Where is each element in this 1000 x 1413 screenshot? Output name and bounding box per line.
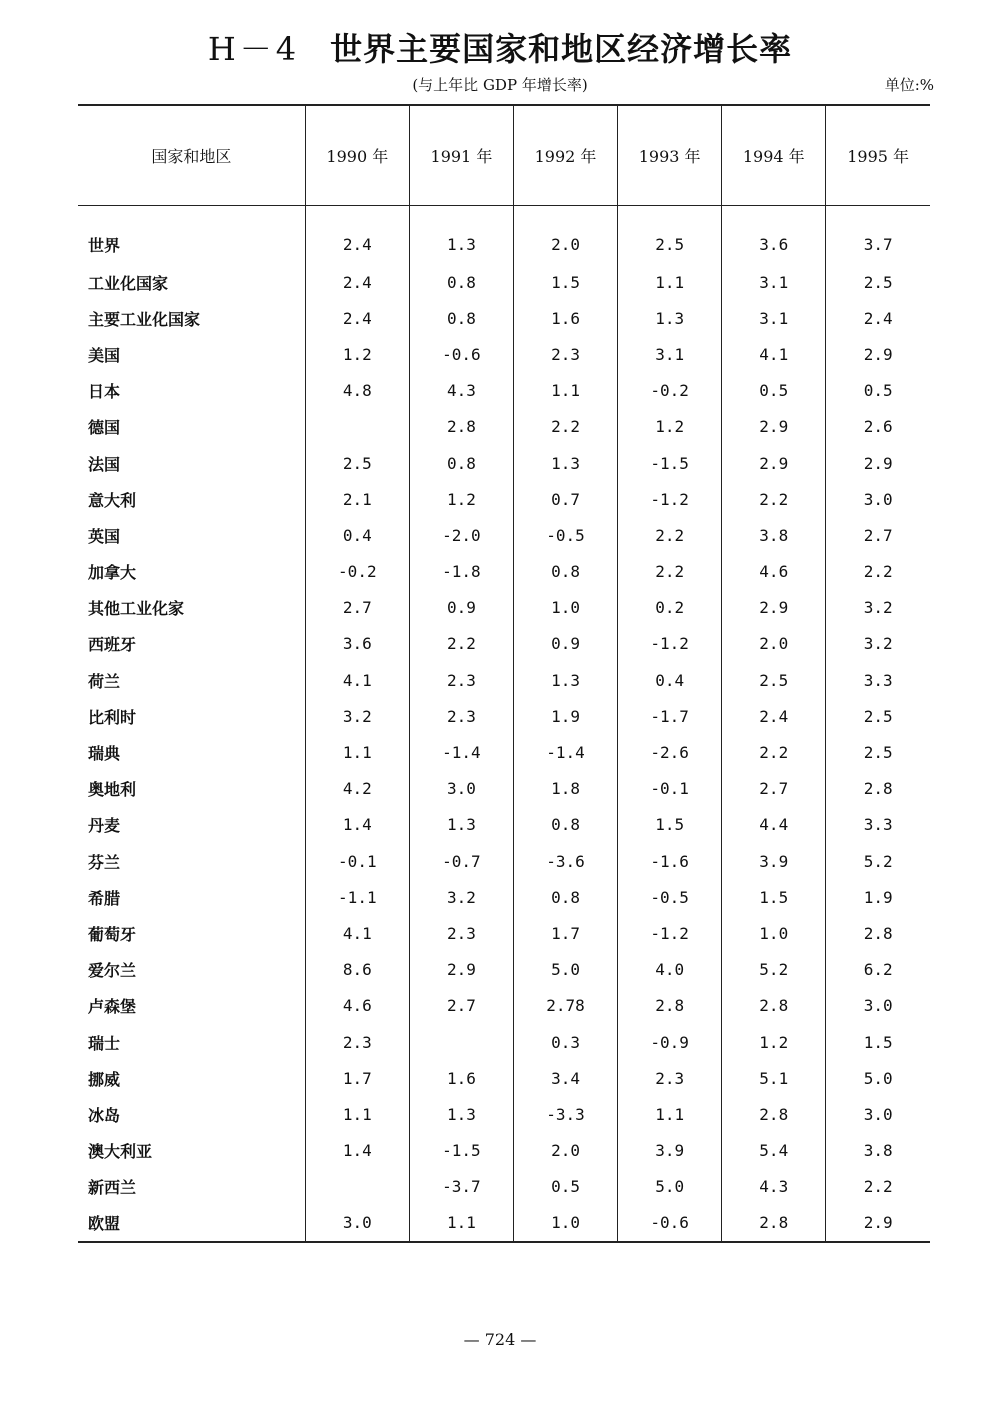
growth-value-cell: -3.7 (409, 1169, 513, 1205)
growth-value-cell: 1.1 (305, 1096, 409, 1132)
table-subtitle: (与上年比 GDP 年增长率) (412, 76, 588, 94)
table-code: H－4 (207, 30, 301, 68)
growth-value-cell: 3.7 (826, 206, 930, 265)
growth-value-cell: 1.6 (513, 300, 617, 336)
region-name-cell: 丹麦 (88, 816, 121, 836)
growth-value-cell: 2.8 (409, 409, 513, 445)
growth-value-cell: 2.78 (513, 988, 617, 1024)
growth-value-cell: 0.5 (722, 373, 826, 409)
growth-value-cell: 0.4 (618, 662, 722, 698)
region-name-cell: 葡萄牙 (88, 924, 137, 944)
growth-value-cell: 4.2 (305, 771, 409, 807)
growth-value-cell: 2.0 (513, 206, 617, 265)
page-title (0, 24, 1000, 70)
growth-value-cell: 1.4 (305, 807, 409, 843)
growth-table-container (78, 104, 930, 1243)
growth-value-cell: 5.2 (722, 952, 826, 988)
table-row (78, 843, 930, 879)
growth-value-cell: 2.6 (826, 409, 930, 445)
table-row (78, 264, 930, 300)
region-name-cell: 奥地利 (88, 780, 137, 800)
table-row (78, 1169, 930, 1205)
table-row (78, 662, 930, 698)
growth-value-cell: 1.4 (305, 1133, 409, 1169)
growth-value-cell: 2.7 (409, 988, 513, 1024)
growth-value-cell: -0.9 (618, 1024, 722, 1060)
region-name-cell: 日本 (88, 382, 121, 402)
growth-value-cell: 4.1 (305, 915, 409, 951)
growth-value-cell: 1.2 (409, 481, 513, 517)
growth-value-cell: 5.2 (826, 843, 930, 879)
region-name-cell: 荷兰 (88, 671, 121, 691)
growth-value-cell: 3.4 (513, 1060, 617, 1096)
growth-value-cell: 2.8 (722, 988, 826, 1024)
growth-value-cell: 0.8 (409, 264, 513, 300)
growth-value-cell: 1.0 (722, 915, 826, 951)
growth-value-cell: 2.3 (305, 1024, 409, 1060)
table-row (78, 481, 930, 517)
growth-value-cell: 1.3 (513, 662, 617, 698)
growth-value-cell: 1.3 (409, 206, 513, 265)
growth-value-cell: 0.8 (409, 445, 513, 481)
growth-value-cell: 2.7 (722, 771, 826, 807)
region-name-cell: 芬兰 (88, 852, 121, 872)
growth-value-cell: -0.5 (513, 517, 617, 553)
growth-value-cell (409, 1024, 513, 1060)
growth-value-cell: 3.0 (826, 1096, 930, 1132)
growth-value-cell: 1.8 (513, 771, 617, 807)
growth-value-cell: 4.6 (722, 554, 826, 590)
region-name-cell: 希腊 (88, 888, 121, 908)
region-name-cell: 加拿大 (88, 563, 137, 583)
growth-value-cell: 3.6 (305, 626, 409, 662)
growth-value-cell: 1.5 (826, 1024, 930, 1060)
growth-value-cell: 2.5 (826, 698, 930, 734)
growth-value-cell: 2.8 (826, 915, 930, 951)
growth-value-cell: 2.5 (826, 734, 930, 770)
column-header-year: 1991 年 (409, 105, 513, 206)
table-row (78, 517, 930, 553)
growth-value-cell: 2.7 (305, 590, 409, 626)
growth-value-cell: 3.9 (618, 1133, 722, 1169)
growth-value-cell: 1.0 (513, 1205, 617, 1242)
growth-value-cell: 0.8 (513, 554, 617, 590)
growth-value-cell: 2.5 (618, 206, 722, 265)
growth-value-cell: 2.2 (513, 409, 617, 445)
growth-value-cell: 2.4 (305, 300, 409, 336)
growth-value-cell: 0.7 (513, 481, 617, 517)
growth-value-cell: 0.8 (513, 879, 617, 915)
growth-value-cell: 3.2 (826, 626, 930, 662)
table-row (78, 445, 930, 481)
growth-value-cell: 1.9 (826, 879, 930, 915)
growth-value-cell: 5.4 (722, 1133, 826, 1169)
growth-value-cell: 2.2 (826, 1169, 930, 1205)
growth-value-cell: 1.2 (722, 1024, 826, 1060)
growth-value-cell: 3.3 (826, 662, 930, 698)
growth-value-cell: 0.5 (826, 373, 930, 409)
table-row (78, 590, 930, 626)
growth-value-cell: 3.2 (826, 590, 930, 626)
growth-value-cell: 8.6 (305, 952, 409, 988)
growth-value-cell: 1.0 (513, 590, 617, 626)
growth-value-cell: 0.3 (513, 1024, 617, 1060)
growth-value-cell: 4.6 (305, 988, 409, 1024)
region-name-cell: 西班牙 (88, 635, 137, 655)
growth-value-cell: 1.1 (618, 1096, 722, 1132)
growth-value-cell: 4.1 (722, 336, 826, 372)
column-header-year: 1993 年 (618, 105, 722, 206)
growth-value-cell: -1.7 (618, 698, 722, 734)
table-row (78, 409, 930, 445)
growth-value-cell: 2.9 (722, 590, 826, 626)
table-row (78, 952, 930, 988)
table-row (78, 807, 930, 843)
growth-value-cell: 3.3 (826, 807, 930, 843)
region-name-cell: 冰岛 (88, 1105, 121, 1125)
growth-value-cell: 4.0 (618, 952, 722, 988)
growth-value-cell: 1.2 (305, 336, 409, 372)
region-name-cell: 英国 (88, 526, 121, 546)
growth-value-cell: -0.6 (409, 336, 513, 372)
table-title: 世界主要国家和地区经济增长率 (330, 30, 793, 68)
growth-value-cell: 2.4 (722, 698, 826, 734)
table-row (78, 626, 930, 662)
growth-value-cell: 0.8 (513, 807, 617, 843)
growth-value-cell: 0.5 (513, 1169, 617, 1205)
growth-value-cell: 2.1 (305, 481, 409, 517)
growth-value-cell: -0.6 (618, 1205, 722, 1242)
table-row (78, 1096, 930, 1132)
growth-value-cell: 1.6 (409, 1060, 513, 1096)
unit-label: 单位:% (884, 76, 934, 94)
growth-value-cell: 3.0 (826, 481, 930, 517)
region-name-cell: 其他工业化家 (88, 599, 185, 619)
growth-value-cell: 2.5 (305, 445, 409, 481)
growth-value-cell: 3.1 (618, 336, 722, 372)
growth-value-cell: 3.6 (722, 206, 826, 265)
growth-value-cell: 2.9 (722, 445, 826, 481)
region-name-cell: 德国 (88, 418, 121, 438)
region-name-cell: 意大利 (88, 490, 137, 510)
growth-value-cell: 2.8 (722, 1096, 826, 1132)
growth-value-cell: -1.1 (305, 879, 409, 915)
growth-value-cell: -1.5 (618, 445, 722, 481)
growth-value-cell: -2.0 (409, 517, 513, 553)
region-name-cell: 法国 (88, 454, 121, 474)
growth-value-cell: -1.6 (618, 843, 722, 879)
growth-value-cell: 2.9 (826, 1205, 930, 1242)
region-name-cell: 挪威 (88, 1069, 121, 1089)
growth-value-cell: -1.2 (618, 481, 722, 517)
column-header-year: 1995 年 (826, 105, 930, 206)
growth-value-cell: 2.0 (513, 1133, 617, 1169)
column-header-region: 国家和地区 (78, 105, 305, 206)
growth-value-cell: 1.1 (513, 373, 617, 409)
growth-value-cell: 2.3 (513, 336, 617, 372)
region-name-cell: 瑞典 (88, 744, 121, 764)
growth-value-cell: -0.2 (305, 554, 409, 590)
region-name-cell: 工业化国家 (88, 273, 169, 293)
growth-value-cell: 3.0 (826, 988, 930, 1024)
growth-value-cell (305, 409, 409, 445)
growth-value-cell: -3.6 (513, 843, 617, 879)
growth-value-cell: -0.5 (618, 879, 722, 915)
growth-value-cell: -2.6 (618, 734, 722, 770)
growth-value-cell: -0.7 (409, 843, 513, 879)
growth-value-cell: -0.1 (305, 843, 409, 879)
table-body (78, 206, 930, 1243)
growth-value-cell: 2.4 (305, 264, 409, 300)
growth-value-cell: 1.5 (618, 807, 722, 843)
page-number: — 724 — (463, 1330, 537, 1349)
growth-value-cell: 2.3 (618, 1060, 722, 1096)
table-row (78, 988, 930, 1024)
growth-value-cell: 5.0 (513, 952, 617, 988)
table-row (78, 1133, 930, 1169)
growth-value-cell: 2.8 (618, 988, 722, 1024)
growth-value-cell: -1.2 (618, 626, 722, 662)
growth-value-cell: 3.1 (722, 264, 826, 300)
growth-value-cell: 1.7 (305, 1060, 409, 1096)
growth-value-cell: 4.4 (722, 807, 826, 843)
column-header-year: 1992 年 (513, 105, 617, 206)
growth-value-cell: 1.1 (409, 1205, 513, 1242)
growth-value-cell: 4.3 (722, 1169, 826, 1205)
region-name-cell: 新西兰 (88, 1178, 137, 1198)
table-row (78, 698, 930, 734)
table-row (78, 1060, 930, 1096)
table-row (78, 373, 930, 409)
growth-value-cell: -1.5 (409, 1133, 513, 1169)
growth-value-cell: -1.4 (513, 734, 617, 770)
growth-value-cell: 2.9 (722, 409, 826, 445)
growth-value-cell: 2.2 (618, 517, 722, 553)
growth-value-cell: 2.9 (826, 445, 930, 481)
region-name-cell: 澳大利亚 (88, 1142, 153, 1162)
growth-value-cell: 1.3 (618, 300, 722, 336)
growth-value-cell: 3.1 (722, 300, 826, 336)
table-row (78, 1024, 930, 1060)
table-row (78, 771, 930, 807)
growth-value-cell: 0.8 (409, 300, 513, 336)
column-header-year: 1990 年 (305, 105, 409, 206)
growth-value-cell: 2.2 (409, 626, 513, 662)
growth-value-cell: 2.3 (409, 662, 513, 698)
region-name-cell: 爱尔兰 (88, 961, 137, 981)
growth-value-cell: 2.9 (409, 952, 513, 988)
region-name-cell: 世界 (88, 235, 121, 255)
growth-value-cell: 4.3 (409, 373, 513, 409)
growth-value-cell: 2.7 (826, 517, 930, 553)
table-row (78, 915, 930, 951)
growth-value-cell: 2.2 (722, 481, 826, 517)
growth-value-cell: 2.8 (722, 1205, 826, 1242)
growth-value-cell: 0.2 (618, 590, 722, 626)
growth-value-cell: 2.2 (722, 734, 826, 770)
growth-value-cell: 3.2 (409, 879, 513, 915)
growth-value-cell: 1.1 (618, 264, 722, 300)
region-name-cell: 美国 (88, 345, 121, 365)
growth-value-cell: 2.4 (826, 300, 930, 336)
growth-rate-table (78, 104, 930, 1243)
table-header-row (78, 105, 930, 206)
growth-value-cell: 2.0 (722, 626, 826, 662)
growth-value-cell: 1.7 (513, 915, 617, 951)
growth-value-cell: 5.1 (722, 1060, 826, 1096)
column-header-year: 1994 年 (722, 105, 826, 206)
growth-value-cell: 1.9 (513, 698, 617, 734)
region-name-cell: 瑞士 (88, 1033, 121, 1053)
growth-value-cell: 1.1 (305, 734, 409, 770)
growth-value-cell: -1.2 (618, 915, 722, 951)
growth-value-cell: -1.8 (409, 554, 513, 590)
growth-value-cell: 2.3 (409, 698, 513, 734)
growth-value-cell (305, 1169, 409, 1205)
growth-value-cell: 0.9 (513, 626, 617, 662)
growth-value-cell: 2.5 (722, 662, 826, 698)
growth-value-cell: 3.8 (722, 517, 826, 553)
table-row (78, 734, 930, 770)
growth-value-cell: 2.5 (826, 264, 930, 300)
growth-value-cell: 4.8 (305, 373, 409, 409)
growth-value-cell: -1.4 (409, 734, 513, 770)
growth-value-cell: 2.2 (826, 554, 930, 590)
growth-value-cell: 2.2 (618, 554, 722, 590)
growth-value-cell: 3.8 (826, 1133, 930, 1169)
table-row (78, 879, 930, 915)
region-name-cell: 比利时 (88, 707, 137, 727)
table-row (78, 554, 930, 590)
growth-value-cell: 2.4 (305, 206, 409, 265)
growth-value-cell: 3.0 (409, 771, 513, 807)
growth-value-cell: 0.9 (409, 590, 513, 626)
growth-value-cell: 4.1 (305, 662, 409, 698)
growth-value-cell: 2.3 (409, 915, 513, 951)
growth-value-cell: 3.0 (305, 1205, 409, 1242)
growth-value-cell: -0.2 (618, 373, 722, 409)
table-row (78, 1205, 930, 1242)
region-name-cell: 主要工业化国家 (88, 309, 201, 329)
growth-value-cell: -3.3 (513, 1096, 617, 1132)
table-row (78, 206, 930, 265)
table-row (78, 336, 930, 372)
growth-value-cell: 3.2 (305, 698, 409, 734)
growth-value-cell: 3.9 (722, 843, 826, 879)
growth-value-cell: -0.1 (618, 771, 722, 807)
table-row (78, 300, 930, 336)
growth-value-cell: 1.3 (409, 807, 513, 843)
growth-value-cell: 2.9 (826, 336, 930, 372)
region-name-cell: 欧盟 (78, 1205, 305, 1242)
growth-value-cell: 0.4 (305, 517, 409, 553)
growth-value-cell: 6.2 (826, 952, 930, 988)
growth-value-cell: 2.8 (826, 771, 930, 807)
growth-value-cell: 5.0 (826, 1060, 930, 1096)
growth-value-cell: 1.3 (513, 445, 617, 481)
region-name-cell: 卢森堡 (88, 997, 137, 1017)
growth-value-cell: 1.3 (409, 1096, 513, 1132)
growth-value-cell: 1.5 (513, 264, 617, 300)
growth-value-cell: 5.0 (618, 1169, 722, 1205)
growth-value-cell: 1.2 (618, 409, 722, 445)
growth-value-cell: 1.5 (722, 879, 826, 915)
